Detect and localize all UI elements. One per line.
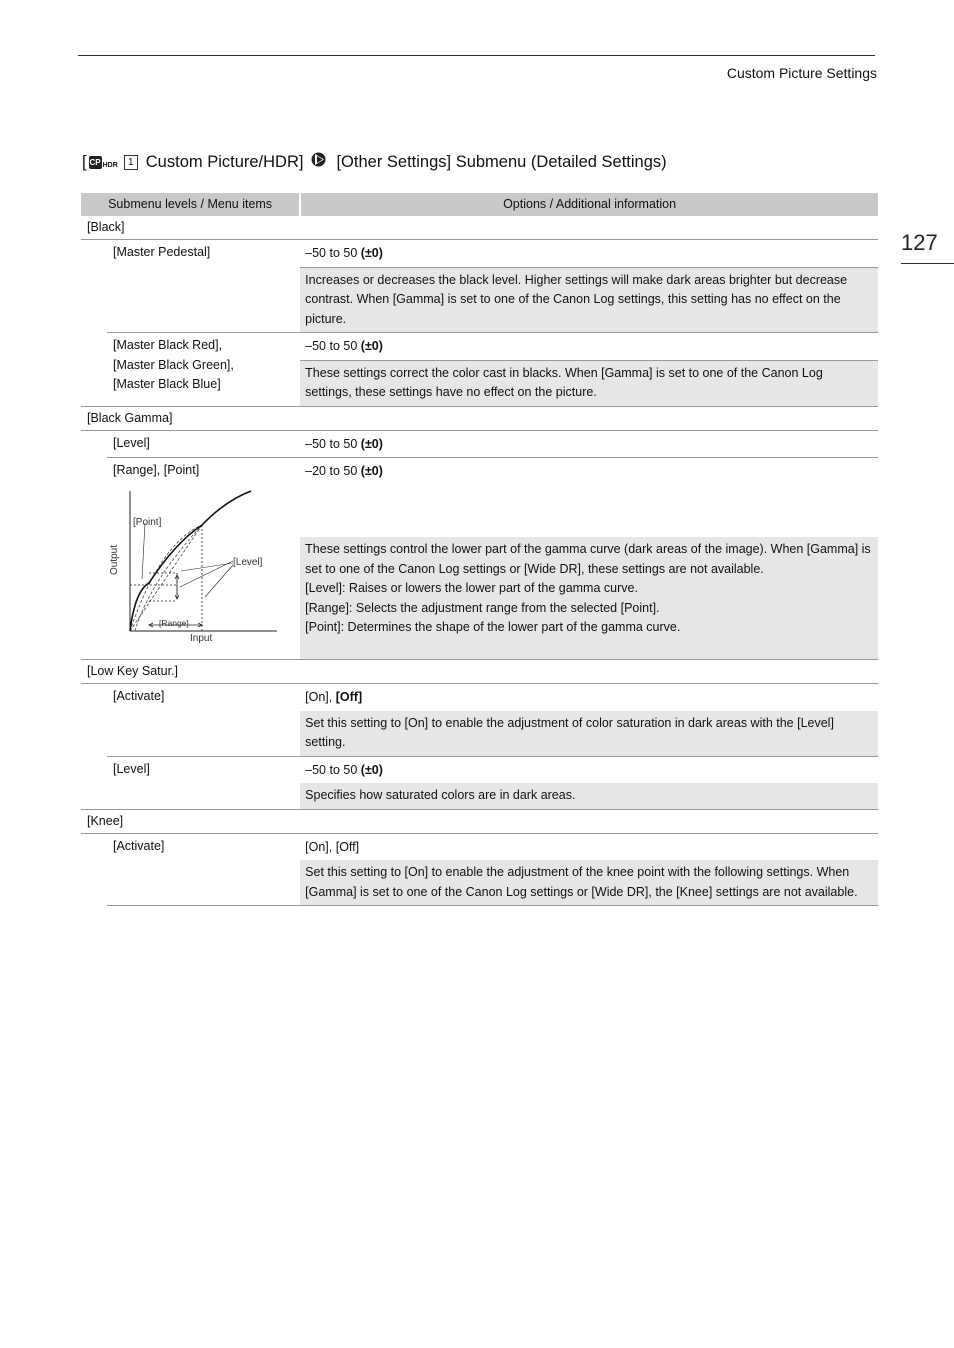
diagram-range-label: [Range]	[159, 617, 189, 628]
title-bracket: [	[82, 152, 87, 171]
section-low-key-satur: [Low Key Satur.]	[81, 660, 878, 684]
section-title	[82, 152, 667, 172]
title-part1: Custom Picture/HDR]	[145, 152, 304, 171]
menu-number-icon: 1	[124, 155, 138, 170]
info-range-point: These settings control the lower part of the gamma curve (dark areas of the image). When [Gamma] is set to one of the Canon Log settings or [Wide DR], these settings are not available. [Level]: Raises or lowers the lower part of the gamma curve. [Range]: Selects the adjustment range from the selected [Point]. [Point]: Determines the shape of the lower part of the gamma curve.	[300, 537, 878, 659]
row-master-black	[81, 333, 878, 361]
item-low-key-activate: [Activate]	[107, 684, 300, 757]
gamma-curve-diagram	[105, 483, 285, 643]
row-knee-activate	[81, 833, 878, 860]
info-master-black: These settings correct the color cast in blacks. When [Gamma] is set to one of the Canon Log settings, these settings have no effect on the picture.	[300, 360, 878, 406]
info-master-pedestal: Increases or decreases the black level. Higher settings will make dark areas brighter but decrease contrast. When [Gamma] is set to one of the Canon Log settings, this setting has no effect on the picture.	[300, 267, 878, 333]
item-range-point: [Range], [Point] [Point] [Level] [Range] Input Output	[107, 458, 300, 660]
row-master-pedestal	[81, 240, 878, 268]
section-black: [Black]	[81, 216, 878, 240]
page-number-rule	[901, 263, 954, 264]
info-low-key-activate: Set this setting to [On] to enable the adjustment of color saturation in dark areas with the [Level] setting.	[300, 711, 878, 757]
item-master-black: [Master Black Red], [Master Black Green], [Master Black Blue]	[113, 338, 234, 391]
page-number: 127	[901, 230, 938, 255]
option-knee-activate: [On], [Off]	[305, 839, 360, 854]
option-black-gamma-level: –50 to 50 (±0)	[300, 430, 878, 458]
option-range-point: –20 to 50 (±0)	[305, 464, 383, 478]
item-knee-activate: [Activate]	[107, 833, 300, 906]
section-black-gamma: [Black Gamma]	[81, 406, 878, 430]
section-knee: [Knee]	[81, 809, 878, 833]
option-low-key-activate: [On], [Off]	[305, 690, 363, 704]
option-master-pedestal: –50 to 50 (±0)	[300, 240, 878, 268]
row-low-key-activate	[81, 684, 878, 711]
diagram-output-label: Output	[109, 544, 120, 575]
custom-picture-icon: CP HDR	[89, 157, 118, 169]
arrow-right-icon	[311, 152, 328, 172]
item-low-key-level: [Level]	[113, 761, 150, 776]
diagram-point-label: [Point]	[133, 516, 162, 528]
table-header-row	[81, 193, 878, 216]
item-master-pedestal: [Master Pedestal]	[107, 240, 300, 333]
info-knee-activate: Set this setting to [On] to enable the adjustment of the knee point with the following settings. When [Gamma] is set to one of the Canon Log settings or [Wide DR], the [Knee] settings are not available.	[300, 860, 878, 906]
title-part2: [Other Settings] Submenu (Detailed Settings)	[336, 152, 667, 171]
running-header: Custom Picture Settings	[726, 65, 877, 81]
diagram-level-label: [Level]	[233, 556, 263, 568]
info-low-key-level: Specifies how saturated colors are in dark areas.	[300, 783, 878, 809]
col-header-submenu: Submenu levels / Menu items	[81, 193, 300, 216]
row-low-key-level	[81, 756, 878, 783]
col-header-options: Options / Additional information	[300, 193, 878, 216]
row-range-point	[81, 458, 878, 538]
diagram-input-label: Input	[190, 632, 213, 643]
item-black-gamma-level: [Level]	[107, 430, 300, 458]
option-low-key-level: –50 to 50 (±0)	[305, 762, 383, 777]
settings-table	[81, 193, 878, 906]
top-rule	[78, 55, 875, 56]
option-master-black: –50 to 50 (±0)	[300, 333, 878, 361]
row-black-gamma-level	[81, 430, 878, 458]
